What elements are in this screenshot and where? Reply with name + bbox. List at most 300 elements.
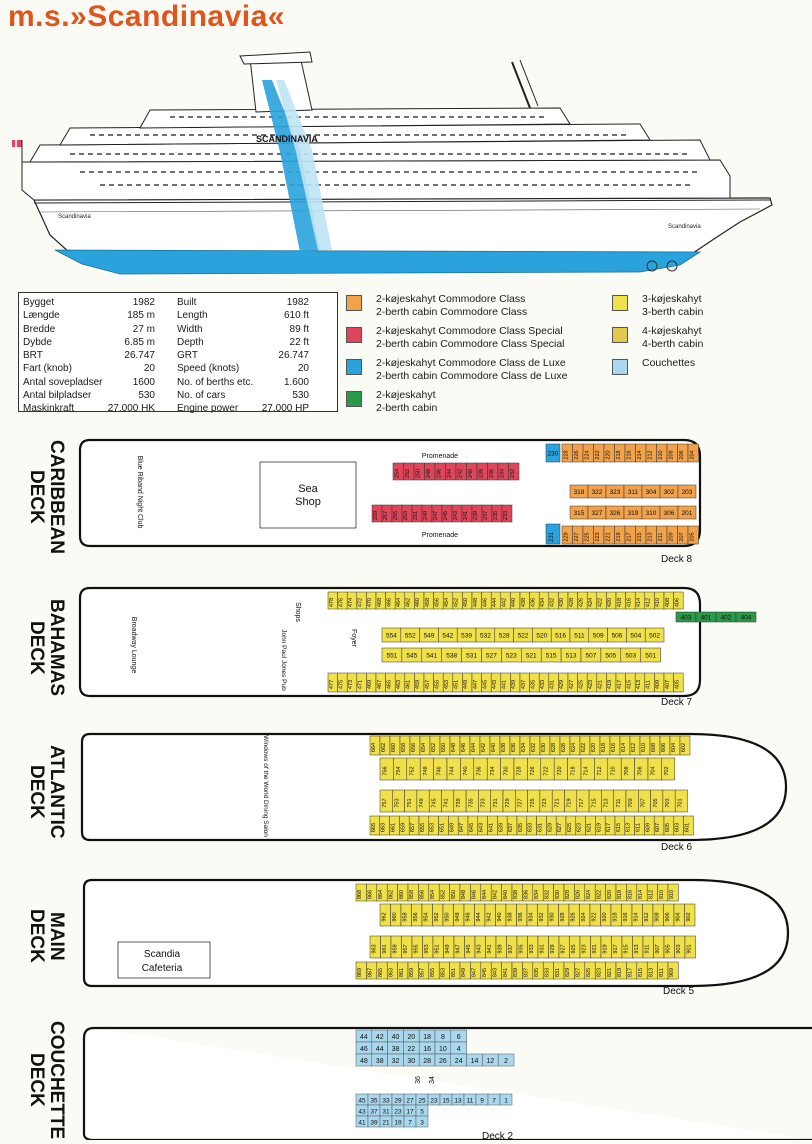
deck-name-atlantic: ATLANTIC DECK (26, 745, 67, 839)
cabin-number: 754 (396, 766, 403, 776)
cabin-number: 660 (391, 742, 397, 753)
cabin-number: 659 (400, 822, 407, 833)
spec-label: Length (177, 310, 208, 322)
cabin-number: 837 (523, 967, 530, 978)
cabin-number: 429 (559, 679, 566, 690)
cabin-number: 406 (674, 597, 681, 608)
cabin-number: 220 (605, 450, 612, 460)
cabin-number: 601 (684, 822, 691, 833)
spec-label: Antal bilpladser (23, 390, 92, 402)
spec-value: 26.747 (278, 350, 309, 362)
cabin-number: 832 (544, 889, 551, 900)
couchette-number: 32 (391, 1058, 400, 1065)
cabin-number: 507 (585, 652, 597, 660)
cabin-number: 656 (411, 742, 417, 753)
cabin-number: 906 (664, 912, 671, 922)
cabin-number: 727 (517, 798, 524, 808)
cabin-number: 919 (602, 944, 609, 954)
legend-swatch (346, 359, 362, 375)
cabin-number: 224 (584, 450, 591, 460)
spec-row (177, 337, 309, 350)
spec-value: 1600 (132, 376, 155, 388)
area-label: Cafeteria (141, 963, 183, 974)
couchette-number: 33 (382, 1097, 390, 1105)
cabin-number: 253 (403, 510, 409, 521)
cabin-number: 611 (635, 823, 642, 832)
cabin-number: 843 (492, 967, 499, 978)
cabin-number: 923 (581, 944, 588, 954)
cabin-number: 962 (381, 912, 388, 922)
cabin-number: 521 (525, 652, 537, 660)
cabin-number: 961 (381, 944, 388, 954)
cabin-number: 501 (645, 652, 657, 660)
couchette-number: 44 (360, 1034, 368, 1041)
cabin-number: 917 (612, 944, 619, 954)
cabin-number: 211 (657, 532, 664, 542)
cabin-number: 905 (665, 944, 672, 954)
cabin-number: 528 (498, 632, 510, 640)
cabin-number: 428 (568, 597, 575, 608)
cabin-number: 927 (560, 944, 567, 954)
spec-label: No. of cars (177, 390, 226, 402)
cabin-number: 655 (419, 822, 426, 833)
cabin-number: 443 (492, 679, 498, 690)
cabin-number: 210 (657, 450, 664, 460)
cabin-number: 213 (647, 532, 654, 542)
cabin-number: 236 (488, 468, 495, 479)
cabin-number: 417 (616, 679, 623, 690)
cabin-number: 615 (615, 822, 622, 833)
cabin-number: 617 (606, 822, 613, 833)
cabin-number: 941 (486, 944, 493, 954)
cabin-number: 869 (357, 967, 364, 978)
couchette-number: 29 (394, 1097, 402, 1105)
cabin-number: 718 (570, 766, 577, 776)
cabin-number: 841 (502, 967, 509, 978)
legend-danish-label: 2-køjeskahyt (376, 389, 436, 401)
cabin-number: 420 (607, 597, 614, 608)
cabin-number: 907 (654, 944, 661, 954)
cabin-number: 504 (630, 632, 642, 640)
cabin-number: 254 (394, 468, 401, 479)
cabin-number: 214 (636, 450, 643, 460)
cabin-number: 230 (547, 450, 559, 458)
cabin-number: 916 (622, 912, 629, 922)
cabin-number: 545 (406, 652, 418, 660)
spec-value: 1.600 (283, 376, 309, 388)
cabin-number: 609 (645, 822, 652, 833)
cabin-number: 708 (623, 766, 630, 776)
cabin-number: 812 (648, 889, 655, 900)
cabin-number: 713 (603, 798, 610, 808)
cabin-number: 828 (565, 889, 572, 900)
cabin-number: 614 (621, 742, 627, 753)
cabin-number: 756 (382, 766, 389, 776)
cabin-number: 811 (658, 968, 665, 977)
cabin-number: 903 (675, 944, 682, 954)
cabin-number: 209 (668, 532, 675, 542)
legend-swatch (612, 359, 628, 375)
cabin-number: 831 (554, 967, 561, 978)
legend-danish-label: 2-køjeskahyt Commodore Class (376, 293, 526, 305)
cabin-number: 469 (367, 679, 374, 690)
cabin-number: 412 (645, 597, 652, 608)
couchette-number: 3 (420, 1119, 424, 1127)
cabin-number: 902 (685, 912, 692, 922)
spec-value: 530 (292, 390, 309, 402)
cabin-number: 733 (480, 798, 487, 808)
spec-value: 530 (138, 390, 155, 402)
cabin-number: 946 (465, 912, 472, 922)
cabin-number: 636 (511, 742, 517, 753)
cabin-number: 729 (505, 798, 512, 808)
cabin-number: 475 (338, 679, 345, 690)
cabin-number: 827 (575, 967, 582, 978)
cabin-number: 226 (573, 450, 580, 460)
cabin-number: 939 (497, 944, 504, 954)
cabin-number: 437 (520, 679, 527, 690)
cabin-number: 418 (616, 597, 623, 608)
cabin-number: 645 (468, 822, 475, 833)
cabin-number: 432 (549, 597, 556, 608)
couchette-number: 9 (480, 1097, 484, 1105)
cabin-number: 915 (623, 944, 630, 954)
cabin-number: 707 (640, 798, 647, 808)
cabin-number: 936 (517, 912, 524, 922)
legend-item (612, 293, 812, 321)
couchette-number: 37 (370, 1108, 378, 1116)
cabin-number: 604 (671, 742, 677, 753)
cabin-number: 322 (591, 489, 603, 496)
cabin-number: 232 (509, 468, 516, 479)
cabin-number: 468 (376, 597, 383, 608)
area-label: Shops (294, 602, 301, 622)
cabin-number: 948 (454, 912, 461, 922)
cabin-number: 638 (501, 742, 507, 753)
cabin-number: 231 (549, 531, 555, 543)
cabin-number: 315 (573, 510, 585, 517)
cabin-number: 318 (573, 489, 585, 496)
ship-profile-illustration (0, 40, 812, 285)
cabin-number: 865 (378, 967, 384, 978)
cabin-number: 922 (591, 912, 598, 922)
cabin-number: 867 (367, 967, 374, 978)
couchette-number: 23 (430, 1097, 438, 1105)
spec-row (177, 403, 309, 416)
cabin-number: 460 (415, 597, 422, 608)
cabin-number: 945 (465, 944, 472, 954)
cabin-number: 616 (611, 742, 617, 753)
couchette-number: 4 (456, 1046, 461, 1053)
cabin-number: 456 (434, 597, 441, 608)
spec-label: Depth (177, 336, 204, 348)
cabin-number: 216 (626, 450, 633, 460)
area-label: Foyer (350, 629, 357, 647)
cabin-number: 753 (394, 798, 401, 808)
cabin-number: 458 (424, 597, 431, 608)
cabin-number: 215 (636, 532, 643, 542)
spec-row (177, 390, 309, 403)
cabin-number: 538 (446, 652, 458, 660)
legend-danish-label: 2-køjeskahyt Commodore Class de Luxe (376, 357, 566, 369)
cabin-number: 935 (518, 944, 525, 954)
legend-item (346, 357, 606, 385)
cabin-number: 453 (444, 679, 450, 690)
cabin-number: 705 (652, 798, 659, 808)
sea-shop-room (260, 462, 356, 528)
cabin-number: 622 (581, 742, 587, 753)
cabin-number: 942 (486, 912, 493, 922)
spec-row (177, 350, 309, 363)
spec-row (23, 297, 155, 310)
couchette-number: 35 (370, 1097, 378, 1105)
legend-english-label: 4-berth cabin (642, 337, 704, 350)
legend-text (376, 293, 527, 318)
cabin-number: 440 (511, 597, 518, 608)
cabin-number: 647 (459, 822, 466, 833)
couchette-number: 39 (370, 1119, 378, 1127)
cabin-number: 613 (625, 822, 632, 833)
cabin-number: 711 (615, 798, 622, 808)
cabin-number: 909 (669, 967, 676, 978)
cabin-number: 421 (597, 679, 604, 690)
cabin-number: 860 (398, 889, 405, 900)
cabin-number: 255 (393, 510, 399, 521)
cabin-number: 441 (501, 679, 508, 690)
cabin-number: 854 (430, 889, 436, 900)
spec-value: 26.747 (124, 350, 155, 362)
cabin-number: 602 (681, 742, 687, 753)
cabin-number: 625 (566, 822, 573, 833)
deck-number-6: Deck 6 (661, 842, 693, 853)
spec-label: Dybde (23, 336, 52, 348)
couchette-number: 24 (454, 1058, 463, 1065)
cabin-number: 447 (472, 679, 479, 690)
cabin-number: 551 (386, 652, 398, 660)
cabin-number: 457 (424, 679, 431, 690)
cabin-number: 653 (429, 822, 436, 833)
specifications-table (18, 292, 338, 415)
cabin-number: 863 (388, 967, 395, 978)
cabin-number: 474 (348, 597, 354, 608)
cabin-number: 527 (486, 652, 497, 660)
area-label: Windows of the World Dining Salon (262, 735, 269, 837)
cabin-number: 842 (492, 889, 499, 900)
cabin-number: 728 (516, 766, 523, 776)
cabin-number: 741 (443, 798, 450, 808)
legend-item (612, 357, 812, 385)
legend-item (612, 325, 812, 353)
cabin-number: 857 (419, 967, 426, 978)
cabin-number: 963 (371, 944, 378, 954)
cabin-number: 477 (328, 679, 335, 690)
spec-value: 27 m (132, 323, 155, 335)
legend-english-label: 2-berth cabin (376, 401, 438, 414)
cabin-number: 662 (381, 742, 387, 753)
cabin-number: 752 (409, 766, 416, 776)
cabin-number: 868 (357, 889, 364, 900)
cabin-number: 515 (545, 652, 557, 660)
cabin-number: 426 (578, 597, 585, 608)
cabin-number: 933 (528, 944, 535, 954)
cabin-number: 654 (421, 742, 427, 753)
area-label: Shop (295, 496, 321, 508)
deck-number-2: Deck 2 (482, 1131, 514, 1142)
cabin-number: 201 (681, 510, 693, 517)
cabin-number: 918 (612, 912, 619, 922)
couchette-number: 34 (429, 1076, 436, 1084)
cabin-number: 511 (574, 632, 585, 640)
cabin-number: 446 (482, 597, 489, 608)
cabin-number: 259 (373, 510, 379, 521)
cabin-number: 957 (402, 944, 409, 954)
cabin-number: 722 (543, 766, 550, 776)
cabin-number: 506 (611, 632, 623, 640)
cabin-number: 836 (523, 889, 530, 900)
cabin-number: 929 (549, 944, 556, 954)
cabin-number: 229 (563, 532, 570, 542)
cabin-number: 943 (476, 944, 483, 954)
cabin-number: 242 (457, 468, 464, 479)
cabin-number: 639 (498, 822, 505, 833)
couchette-number: 26 (439, 1058, 447, 1065)
cabin-number: 709 (628, 798, 635, 808)
couchette-number: 31 (382, 1108, 390, 1116)
legend-item (346, 293, 606, 321)
cabin-number: 834 (534, 889, 540, 900)
couchette-number: 11 (466, 1097, 474, 1105)
cabin-number: 951 (434, 944, 441, 954)
cabin-number: 465 (386, 679, 393, 690)
cabin-number: 635 (517, 822, 524, 833)
cabin-number: 920 (601, 912, 608, 922)
spec-row (177, 310, 309, 323)
couchette-number: 42 (375, 1034, 384, 1041)
cabin-number: 757 (382, 798, 389, 808)
cabin-number: 725 (529, 798, 536, 808)
cabin-number: 610 (641, 742, 647, 753)
cabin-number: 436 (530, 597, 537, 608)
cabin-number: 244 (446, 468, 453, 479)
legend-item (346, 389, 606, 417)
cabin-number: 934 (528, 912, 535, 922)
couchette-number: 38 (391, 1046, 400, 1053)
cabin-number: 219 (615, 532, 622, 542)
cabin-number: 717 (578, 798, 585, 808)
cabin-number: 425 (578, 679, 585, 690)
cabin-number: 643 (478, 822, 485, 833)
cabin-number: 925 (570, 944, 577, 954)
cabin-number: 404 (740, 614, 752, 622)
cabin-number: 712 (597, 766, 604, 776)
cabin-number: 657 (410, 822, 417, 833)
deck-number-8: Deck 8 (661, 554, 693, 565)
area-label: John Paul Jones Pub (280, 629, 287, 691)
legend-swatch (346, 295, 362, 311)
cabin-number: 408 (664, 597, 671, 608)
couchette-number: 25 (418, 1097, 426, 1105)
cabin-number: 838 (513, 889, 520, 900)
spec-value: 185 m (127, 310, 155, 322)
couchette-number: 2 (504, 1058, 509, 1065)
cabin-number: 926 (570, 912, 577, 922)
couchette-number: 41 (358, 1119, 366, 1127)
spec-label: Width (177, 323, 203, 335)
specs-english-column (177, 297, 309, 417)
cabin-number: 748 (422, 766, 429, 776)
spec-row (177, 363, 309, 376)
cabin-number: 736 (476, 766, 483, 776)
cabin-number: 612 (631, 742, 637, 753)
cabin-number: 427 (568, 679, 575, 690)
cabin-number: 203 (681, 489, 693, 496)
cabin-number: 326 (609, 510, 621, 517)
cabin-number: 851 (450, 967, 457, 978)
couchette-number: 36 (415, 1076, 422, 1084)
cabin-number: 434 (540, 597, 546, 608)
cabin-number: 461 (405, 679, 412, 690)
cabin-number: 658 (401, 742, 407, 753)
couchette-number: 18 (423, 1034, 431, 1041)
deck-number-7: Deck 7 (661, 697, 693, 708)
cabin-number: 648 (451, 742, 457, 753)
cabin-number: 904 (675, 912, 682, 922)
spec-label: Antal sovepladser (23, 376, 103, 388)
cabin-number: 633 (527, 822, 534, 833)
cabin-number: 238 (478, 468, 485, 479)
couchette-number: 7 (492, 1097, 496, 1105)
legend-danish-label: 4-køjeskahyt (642, 325, 702, 337)
legend-text (642, 293, 703, 318)
cabin-number: 955 (413, 944, 420, 954)
couchette-number: 8 (440, 1034, 445, 1041)
cabin-number: 632 (531, 742, 537, 753)
cabin-number: 947 (455, 944, 462, 954)
cabin-number: 853 (440, 967, 447, 978)
cabin-number: 937 (507, 944, 514, 954)
cabin-number: 450 (463, 597, 470, 608)
spec-label: Built (177, 297, 197, 308)
cabin-number: 908 (654, 912, 661, 922)
cabin-number: 810 (658, 889, 665, 900)
cabin-number: 751 (406, 798, 413, 808)
spec-value: 22 ft (289, 336, 309, 348)
cabin-number: 952 (433, 912, 440, 922)
deck-name-caribbean: CARIBBEAN DECK (26, 440, 67, 554)
cabin-number: 531 (466, 652, 477, 660)
cabin-number: 944 (475, 912, 482, 922)
cabin-number: 476 (338, 597, 345, 608)
cabin-number: 444 (492, 597, 498, 608)
cabin-number: 541 (426, 652, 438, 660)
cabin-number: 626 (561, 742, 567, 753)
cabin-number: 206 (678, 450, 685, 460)
cabin-number: 462 (405, 597, 412, 608)
cabin-number: 327 (591, 510, 603, 517)
deck-name-couchette: COUCHETTE DECK (26, 1020, 67, 1140)
cabin-number: 251 (413, 510, 419, 521)
deck-name-bahamas: BAHAMAS DECK (26, 599, 67, 697)
cabin-number: 606 (661, 742, 667, 753)
cabin-number: 940 (496, 912, 503, 922)
spec-row (23, 377, 155, 390)
cabin-number: 704 (650, 766, 657, 776)
spec-row (177, 377, 309, 390)
couchette-number: 38 (375, 1058, 384, 1065)
couchette-number: 12 (486, 1058, 495, 1065)
legend-text (376, 357, 567, 382)
deck-plans (0, 420, 812, 1140)
